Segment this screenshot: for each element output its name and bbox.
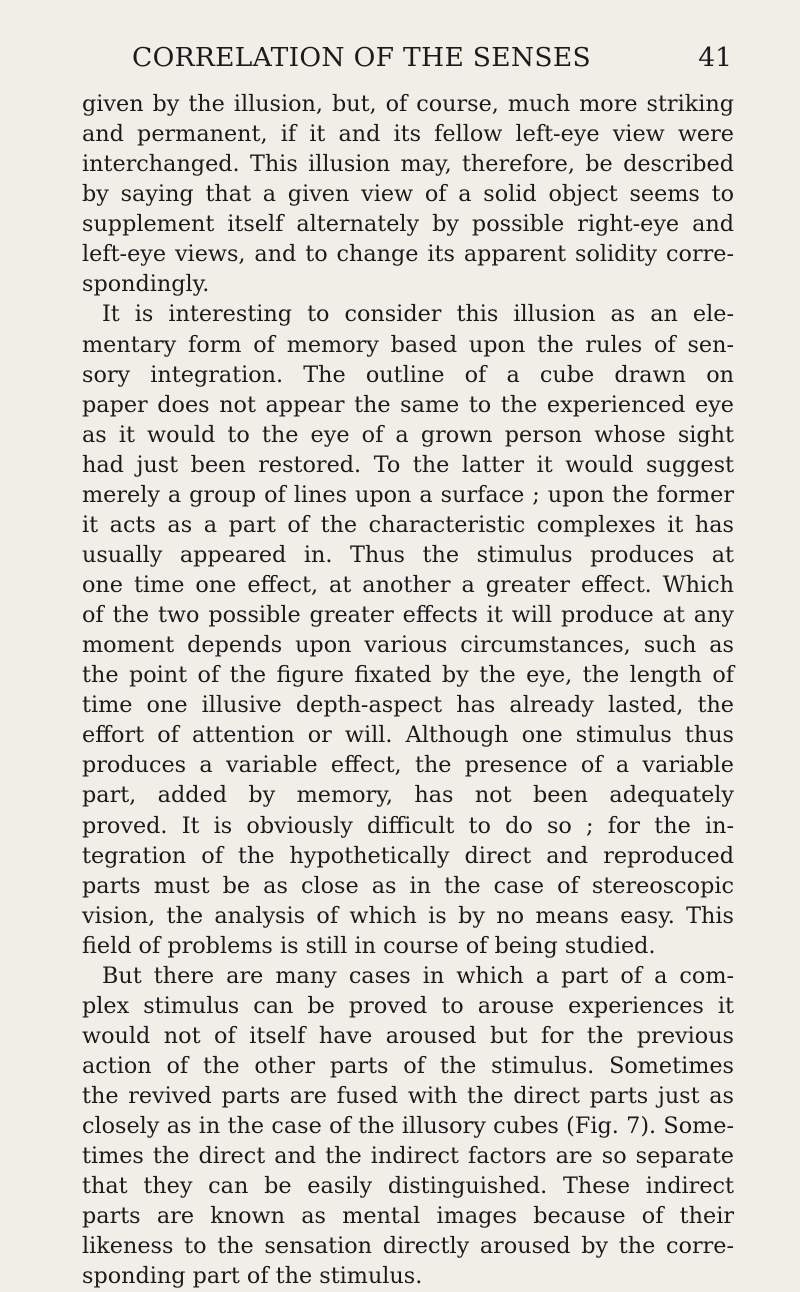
text-line: by saying that a given view of a solid object seems to (82, 181, 734, 208)
running-head: CORRELATION OF THE SENSES (132, 42, 591, 73)
text-line: and permanent, if it and its fellow left-eye view were (82, 121, 734, 148)
text-line: proved. It is obviously difficult to do so ; for the in- (82, 812, 734, 839)
text-line: spondingly. (82, 271, 210, 298)
text-line: parts are known as mental images because of their (82, 1203, 734, 1230)
text-line: But there are many cases in which a part of a com- (102, 962, 734, 989)
text-line: field of problems is still in course of being studied. (82, 932, 656, 959)
text-line: would not of itself have aroused but for the previous (82, 1022, 734, 1049)
text-line: usually appeared in. Thus the stimulus produces at (82, 541, 734, 568)
paragraph (82, 299, 734, 960)
text-line: sory integration. The outline of a cube drawn on (82, 361, 734, 388)
text-line: parts must be as close as in the case of stereoscopic (82, 872, 734, 899)
text-line: time one illusive depth-aspect has already lasted, the (82, 692, 734, 719)
paragraph (82, 89, 734, 299)
text-line: merely a group of lines upon a surface ; upon the former (82, 481, 734, 508)
text-line: one time one effect, at another a greater effect. Which (82, 572, 734, 598)
text-line: the revived parts are fused with the direct parts just as (82, 1083, 734, 1110)
page-header (132, 42, 732, 82)
text-line: interchanged. This illusion may, therefore, be described (82, 151, 734, 178)
text-line: effort of attention or will. Although one stimulus thus (82, 722, 734, 749)
paragraph (82, 961, 734, 1292)
text-line: closely as in the case of the illusory cubes (Fig. 7). Some- (82, 1113, 734, 1140)
text-line: supplement itself alternately by possible right-eye and (82, 211, 734, 238)
text-line: part, added by memory, has not been adequately (82, 782, 734, 809)
text-line: action of the other parts of the stimulus. Sometimes (82, 1053, 734, 1079)
text-line: times the direct and the indirect factors are so separate (82, 1143, 734, 1170)
text-line: likeness to the sensation directly aroused by the corre- (82, 1233, 734, 1260)
text-line: of the two possible greater effects it will produce at any (82, 602, 734, 629)
page-number: 41 (698, 42, 732, 73)
text-line: moment depends upon various circumstances, such as (82, 632, 734, 659)
text-line: vision, the analysis of which is by no means easy. This (82, 902, 734, 929)
text-line: sponding part of the stimulus. (82, 1263, 423, 1290)
text-line: mentary form of memory based upon the rules of sen- (82, 331, 734, 358)
text-line: it acts as a part of the characteristic complexes it has (82, 511, 734, 538)
text-line: left-eye views, and to change its apparent solidity corre- (82, 241, 734, 268)
text-line: It is interesting to consider this illusion as an ele- (102, 301, 734, 328)
text-line: given by the illusion, but, of course, much more striking (82, 91, 734, 117)
text-line: as it would to the eye of a grown person whose sight (82, 421, 734, 448)
text-line: produces a variable effect, the presence of a variable (82, 752, 734, 779)
text-line: the point of the figure fixated by the eye, the length of (82, 662, 734, 689)
text-line: plex stimulus can be proved to arouse experiences it (82, 992, 734, 1019)
body-text (82, 89, 734, 1292)
text-line: had just been restored. To the latter it would suggest (82, 451, 734, 478)
text-line: that they can be easily distinguished. These indirect (82, 1173, 734, 1200)
text-line: paper does not appear the same to the experienced eye (82, 391, 734, 418)
text-line: tegration of the hypothetically direct and reproduced (82, 842, 734, 869)
